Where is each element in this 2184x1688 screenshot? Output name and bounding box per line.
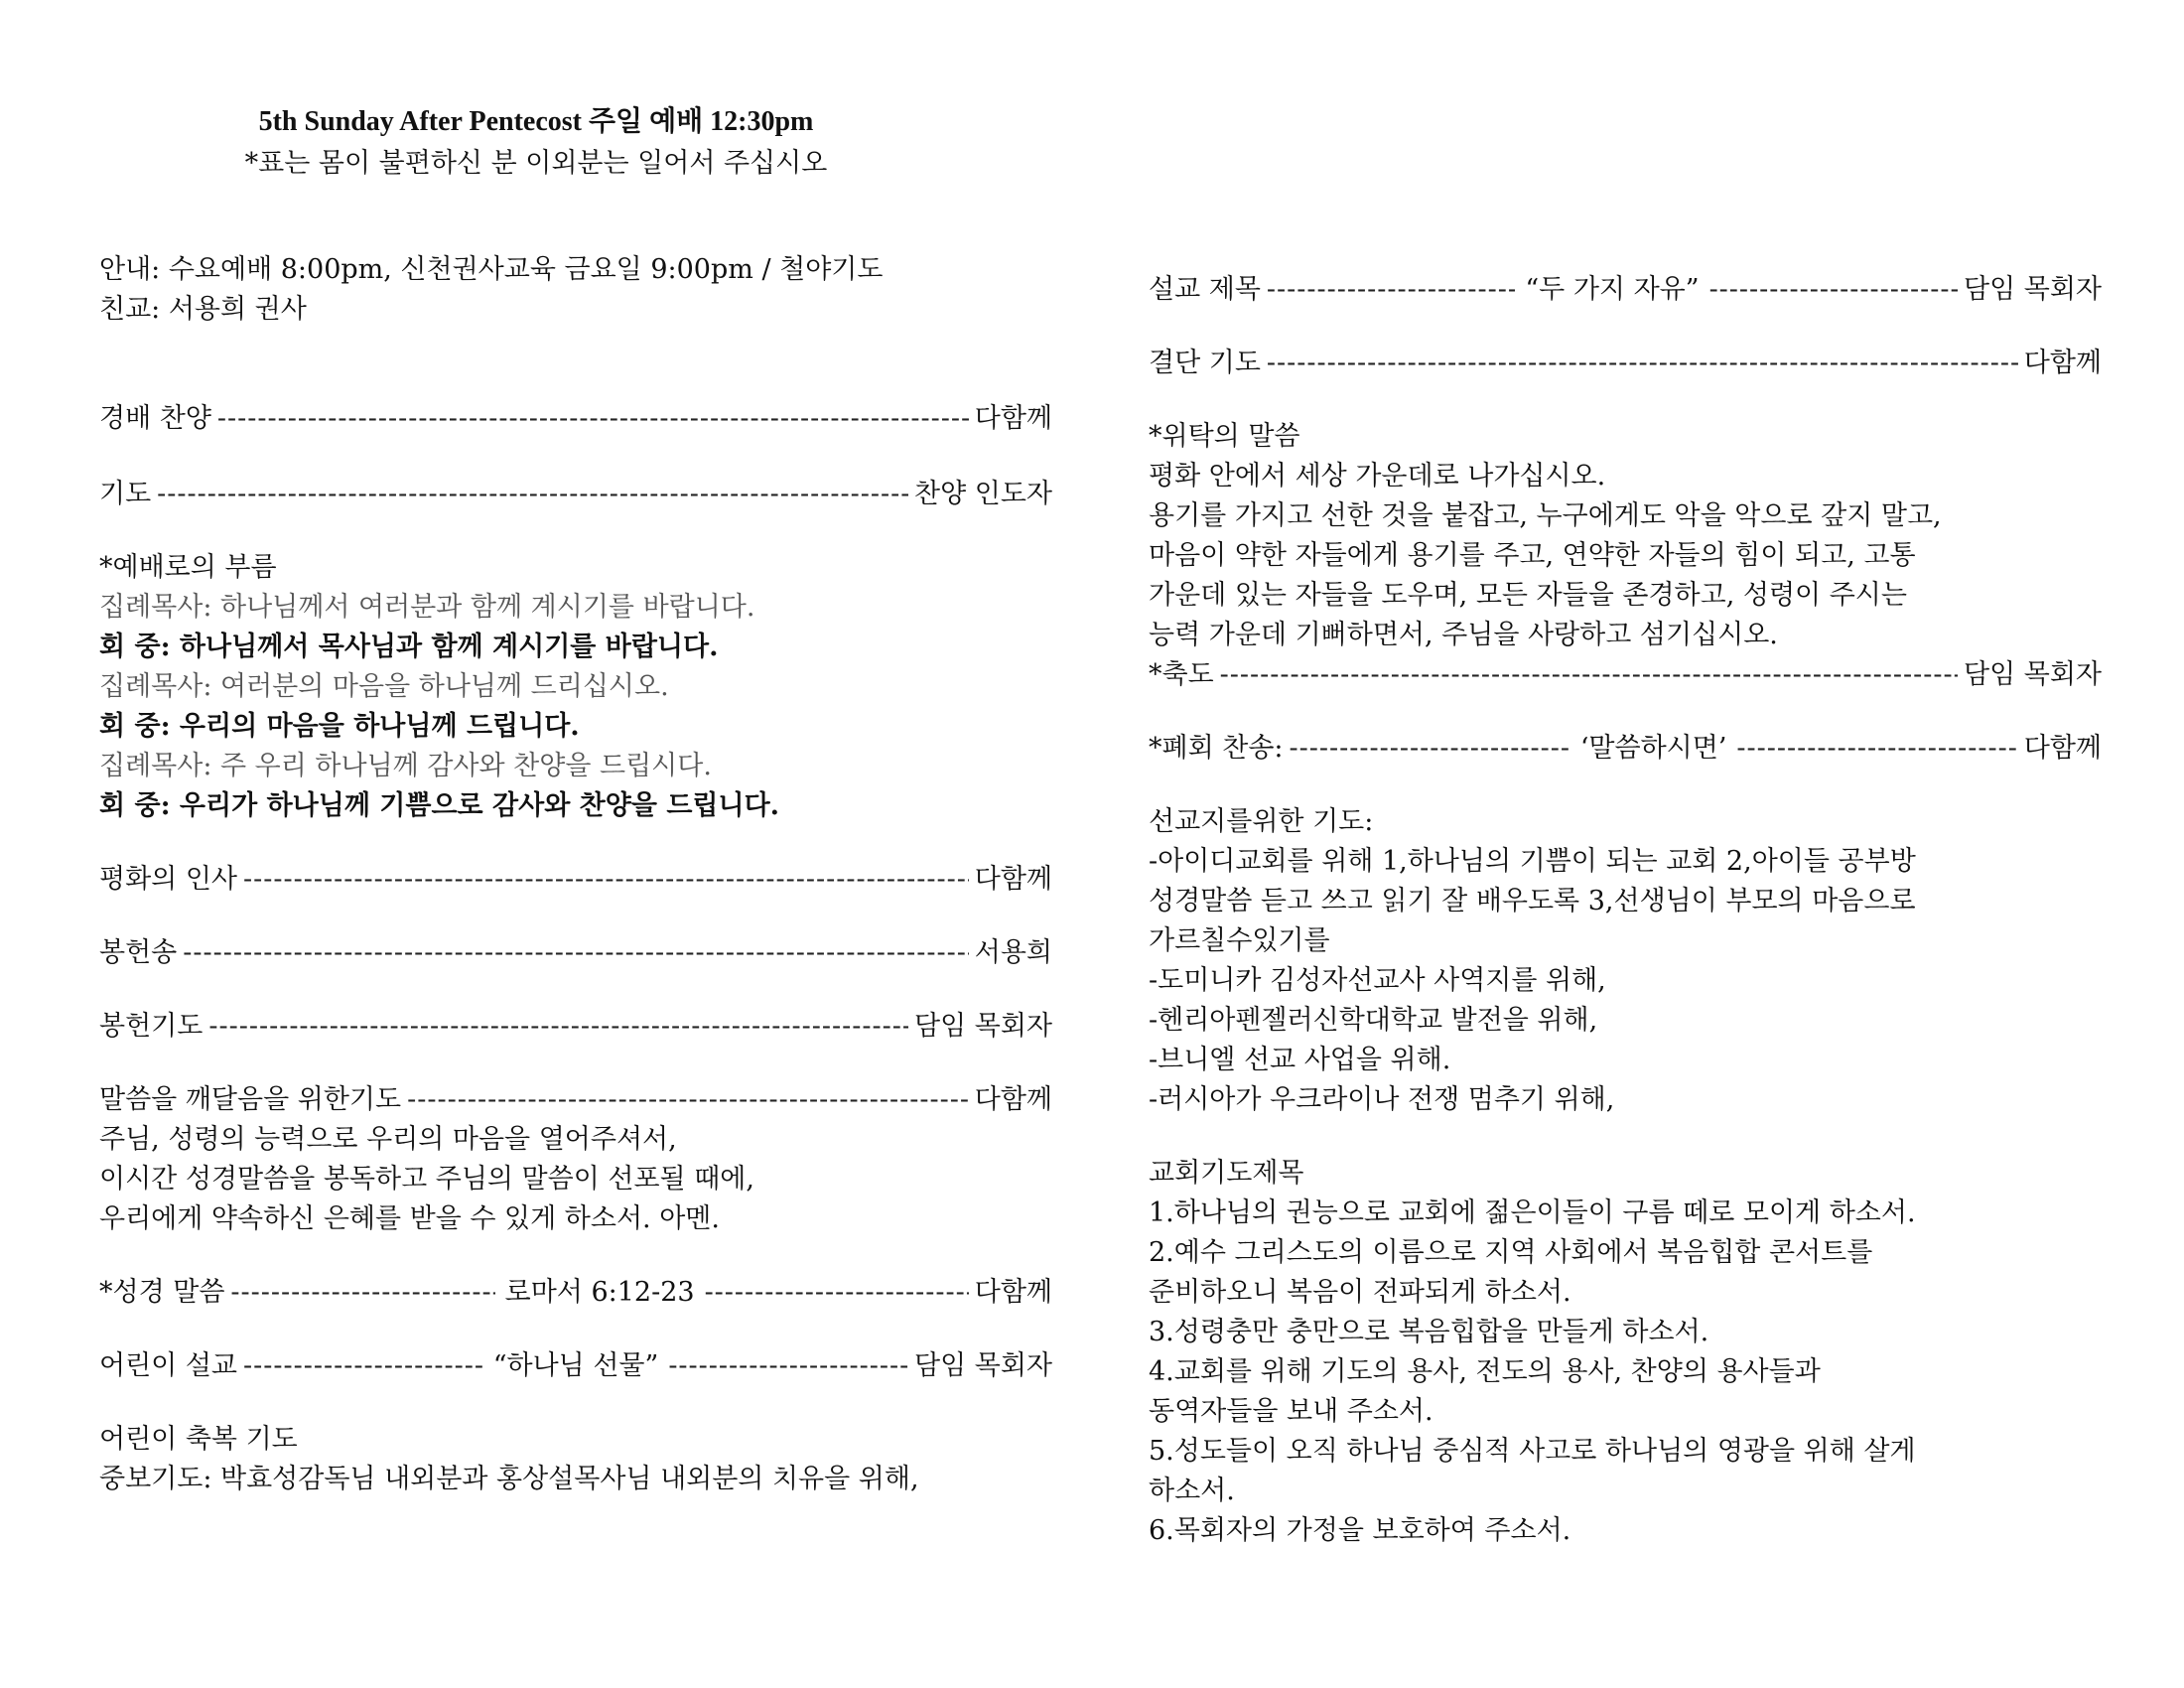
order-decision-prayer (1149, 344, 2102, 383)
item-label: *축도 (1149, 659, 1214, 690)
item-label: 봉헌기도 (99, 1011, 204, 1042)
item-leader: 찬양 인도자 (914, 479, 1052, 509)
item-label: 말씀을 깨달음을 위한기도 (99, 1084, 402, 1115)
responsive-line: 집례목사: 하나님께서 여러분과 함께 계시기를 바랍니다. (99, 592, 755, 623)
illumination-text: 우리에게 약속하신 은혜를 받을 수 있게 하소서. 아멘. (99, 1203, 720, 1234)
sending-text: 능력 가운데 기뻐하면서, 주님을 사랑하고 섬기십시오. (1149, 620, 1778, 650)
left-column (99, 250, 1052, 1499)
order-sermon (1149, 270, 2102, 310)
illumination-text: 이시간 성경말씀을 봉독하고 주님의 말씀이 선포될 때에, (99, 1164, 754, 1195)
leader-dots (183, 933, 969, 973)
leader-dots (407, 1080, 969, 1120)
church-prayer-title: 교회기도제목 (1149, 1158, 1304, 1189)
leader-dots (1220, 655, 1958, 695)
item-leader: 서용희 (974, 937, 1052, 968)
item-leader: 다함께 (2023, 733, 2102, 764)
children-blessing: 어린이 축복 기도 (99, 1424, 298, 1455)
church-prayer-item: 동역자들을 보내 주소서. (1149, 1396, 1433, 1427)
item-leader: 다함께 (974, 864, 1052, 895)
church-prayer-item: 1.하나님의 권능으로 교회에 젊은이들이 구름 떼로 모이게 하소서. (1149, 1197, 1916, 1228)
leader-dots (1709, 270, 1958, 310)
order-benediction (1149, 655, 2102, 695)
service-title: 5th Sunday After Pentecost 주일 예배 12:30pm (258, 106, 814, 137)
leader-dots (208, 1007, 908, 1047)
hymn-title: ‘말씀하시면’ (1579, 733, 1727, 764)
leader-dots (668, 1346, 908, 1386)
sending-title: *위탁의 말씀 (1149, 421, 1300, 452)
leader-dots (157, 475, 908, 514)
church-prayer-item: 하소서. (1149, 1476, 1235, 1506)
order-prayer (99, 475, 1052, 514)
responsive-line: 회 중: 하나님께서 목사님과 함께 계시기를 바랍니다. (99, 632, 719, 662)
leader-dots (243, 860, 969, 900)
call-to-worship-title: *예배로의 부름 (99, 552, 277, 583)
sermon-title: “두 가지 자유” (1525, 274, 1700, 305)
leader-dots (217, 399, 969, 439)
item-label: 결단 기도 (1149, 348, 1261, 378)
order-illumination (99, 1080, 1052, 1120)
leader-dots (1290, 729, 1570, 769)
illumination-text: 주님, 성령의 능력으로 우리의 마음을 열어주셔서, (99, 1124, 677, 1155)
sermon-title: “하나님 선물” (492, 1350, 659, 1381)
sending-text: 가운데 있는 자들을 도우며, 모든 자들을 존경하고, 성령이 주시는 (1149, 580, 1907, 611)
leader-dots (1267, 344, 2018, 383)
item-leader: 다함께 (974, 403, 1052, 434)
order-offertory (99, 933, 1052, 973)
leader-dots (1267, 270, 1515, 310)
responsive-line: 집례목사: 주 우리 하나님께 감사와 찬양을 드립시다. (99, 751, 712, 781)
call-to-worship (99, 588, 1052, 826)
item-label: 봉헌송 (99, 937, 178, 968)
mission-item: -러시아가 우크라이나 전쟁 멈추기 위해, (1149, 1084, 1615, 1115)
item-label: 경배 찬양 (99, 403, 211, 434)
order-worship-song (99, 399, 1052, 439)
leader-dots (705, 1273, 969, 1313)
item-leader: 담임 목회자 (914, 1011, 1052, 1042)
sending-text: 마음이 약한 자들에게 용기를 주고, 연약한 자들의 힘이 되고, 고통 (1149, 540, 1916, 571)
mission-item: -브니엘 선교 사업을 위해. (1149, 1045, 1451, 1075)
item-label: *폐회 찬송: (1149, 733, 1284, 764)
leader-dots (243, 1346, 483, 1386)
mission-item: 가르칠수있기를 (1149, 925, 1330, 956)
church-prayer-item: 준비하오니 복음이 전파되게 하소서. (1149, 1277, 1571, 1308)
item-leader: 담임 목회자 (914, 1350, 1053, 1381)
order-scripture (99, 1273, 1052, 1313)
announcement-line: 안내: 수요예배 8:00pm, 신천권사교육 금요일 9:00pm / 철야기도 (99, 254, 884, 285)
responsive-line: 집례목사: 여러분의 마음을 하나님께 드리십시오. (99, 671, 669, 702)
church-prayer-item: 2.예수 그리스도의 이름으로 지역 사회에서 복음힙합 콘서트를 (1149, 1237, 1873, 1268)
order-peace (99, 860, 1052, 900)
intercession: 중보기도: 박효성감독님 내외분과 홍상설목사님 내외분의 치유을 위해, (99, 1464, 919, 1494)
leader-dots (1736, 729, 2017, 769)
mission-prayer-title: 선교지를위한 기도: (1149, 806, 1374, 837)
sending-text: 용기를 가지고 선한 것을 붙잡고, 누구에게도 악을 악으로 갚지 말고, (1149, 500, 1942, 531)
leader-dots (230, 1273, 494, 1313)
church-prayer-item: 6.목회자의 가정을 보호하여 주소서. (1149, 1515, 1571, 1546)
bulletin-header (159, 101, 913, 185)
standing-note: *표는 몸이 불편하신 분 이외분는 일어서 주십시오 (244, 148, 828, 179)
right-column (1149, 270, 2102, 1551)
order-offering-prayer (99, 1007, 1052, 1047)
order-children-sermon (99, 1346, 1052, 1386)
fellowship-line: 친교: 서용희 권사 (99, 294, 307, 325)
item-label: *성경 말씀 (99, 1277, 225, 1308)
mission-item: -헨리아펜젤러신학대학교 발전을 위해, (1149, 1005, 1598, 1036)
scripture-reference: 로마서 6:12-23 (504, 1277, 695, 1308)
item-leader: 다함께 (2023, 348, 2102, 378)
church-prayer-item: 3.성령충만 충만으로 복음힙합을 만들게 하소서. (1149, 1317, 1709, 1347)
responsive-line: 회 중: 우리의 마음을 하나님께 드립니다. (99, 711, 580, 742)
mission-item: 성경말씀 듣고 쓰고 읽기 잘 배우도록 3,선생님이 부모의 마음으로 (1149, 886, 1916, 916)
item-leader: 담임 목회자 (1964, 274, 2103, 305)
item-label: 평화의 인사 (99, 864, 237, 895)
item-leader: 담임 목회자 (1964, 659, 2102, 690)
church-prayer-item: 5.성도들이 오직 하나님 중심적 사고로 하나님의 영광을 위해 살게 (1149, 1436, 1916, 1467)
item-label: 기도 (99, 479, 152, 509)
item-leader: 다함께 (974, 1277, 1052, 1308)
church-prayer-item: 4.교회를 위해 기도의 용사, 전도의 용사, 찬양의 용사들과 (1149, 1356, 1821, 1387)
mission-item: -아이디교회를 위해 1,하나님의 기쁨이 되는 교회 2,아이들 공부방 (1149, 846, 1916, 877)
order-closing-hymn (1149, 729, 2102, 769)
responsive-line: 회 중: 우리가 하나님께 기쁨으로 감사와 찬양을 드립니다. (99, 790, 780, 821)
item-label: 설교 제목 (1149, 274, 1261, 305)
item-leader: 다함께 (974, 1084, 1052, 1115)
mission-item: -도미니카 김성자선교사 사역지를 위해, (1149, 965, 1606, 996)
item-label: 어린이 설교 (99, 1350, 237, 1381)
sending-text: 평화 안에서 세상 가운데로 나가십시오. (1149, 461, 1606, 492)
